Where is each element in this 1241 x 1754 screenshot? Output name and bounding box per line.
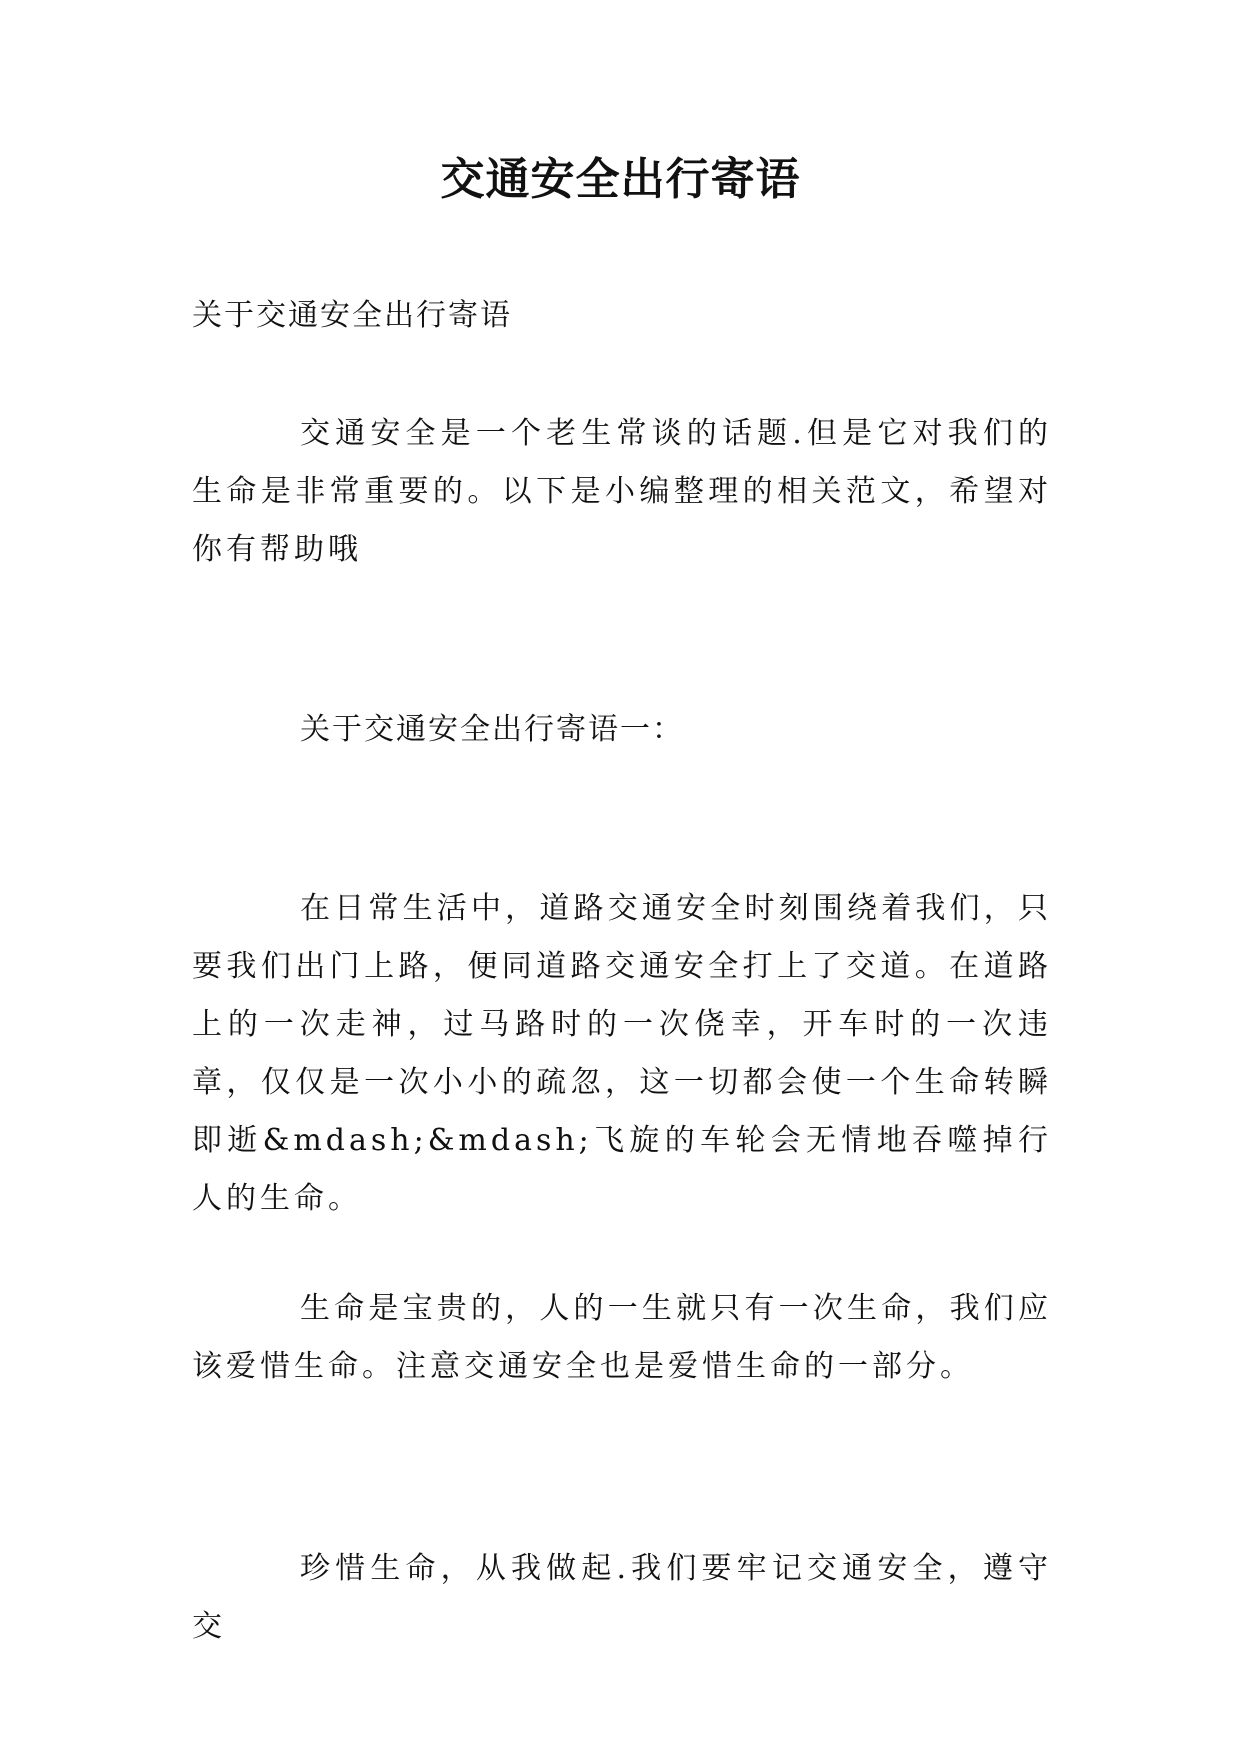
intro-paragraph: 交通安全是一个老生常谈的话题.但是它对我们的生命是非常重要的。以下是小编整理的相关范文，希望对你有帮助哦 xyxy=(192,416,1052,567)
document-title: 交通安全出行寄语 xyxy=(440,154,801,205)
section-heading-one: 关于交通安全出行寄语一： xyxy=(300,712,684,747)
body-paragraph-1: 在日常生活中，道路交通安全时刻围绕着我们，只要我们出门上路，便同道路交通安全打上了交道。在道路上的一次走神，过马路时的一次侥幸，开车时的一次违章，仅仅是一次小小的疏忽，这一切都会使一个生命转瞬即逝&mdash;&mdash;飞旋的车轮会无情地吞噬掉行人的生命。 xyxy=(192,891,1052,1216)
body-paragraph-2: 生命是宝贵的，人的一生就只有一次生命，我们应该爱惜生命。注意交通安全也是爱惜生命的一部分。 xyxy=(192,1291,1052,1384)
body-paragraph-3: 珍惜生命，从我做起.我们要牢记交通安全，遵守交 xyxy=(192,1551,1052,1644)
document-subtitle: 关于交通安全出行寄语 xyxy=(192,298,512,333)
